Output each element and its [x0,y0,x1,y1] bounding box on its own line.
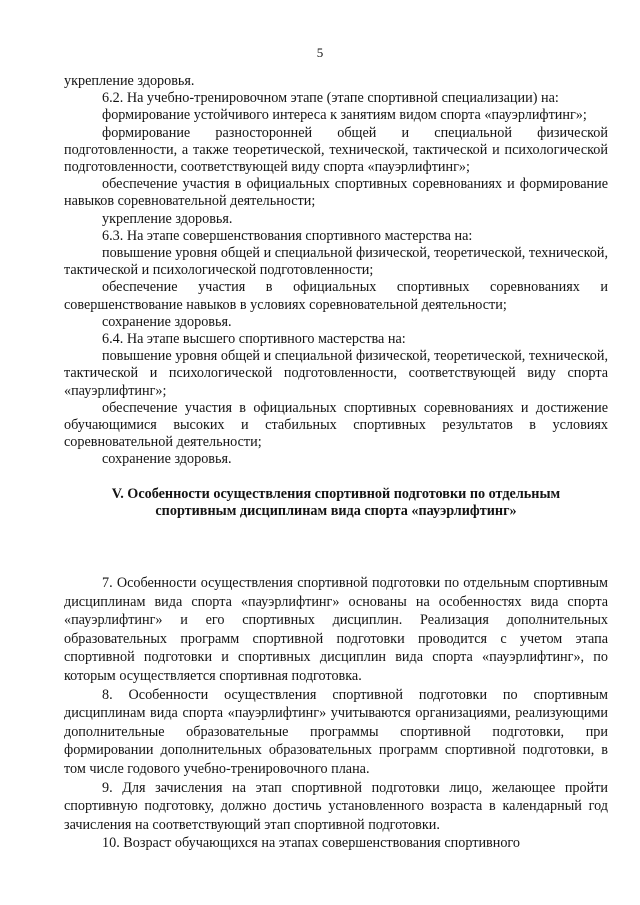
paragraph: 8. Особенности осуществления спортивной подготовки по спортивным дисциплинам вида спорта «пауэрлифтинг» учитываются организациями, реализующими дополнительные образовательные программы спортивной подготовки, при формировании дополнительных образовательных программ спортивной подготовки, в том числе годового учебно-тренировочного плана. [64,686,608,777]
paragraph: обеспечение участия в официальных спортивных соревнованиях и совершенствование навыков в условиях соревновательной деятельности; [64,279,608,313]
paragraph: повышение уровня общей и специальной физической, теоретической, технической, тактической и психологической подготовленности; [64,245,608,279]
paragraph: укрепление здоровья. [64,73,195,89]
section-title-line-1: V. Особенности осуществления спортивной подготовки по отдельным [111,485,561,502]
paragraph: 6.3. На этапе совершенствования спортивного мастерства на: [102,227,473,244]
paragraph: формирование устойчивого интереса к занятиям видом спорта «пауэрлифтинг»; [102,107,587,124]
paragraph: формирование разносторонней общей и специальной физической подготовленности, а также теоретической, технической, тактической и психологической подготовленности, соответствующей виду спорта «пауэрлифтинг»; [64,124,608,176]
section-title-line-2: спортивным дисциплинам вида спорта «пауэрлифтинг» [155,503,517,520]
paragraph: обеспечение участия в официальных спортивных соревнованиях и достижение обучающимися высоких и стабильных спортивных результатов в условиях соревновательной деятельности; [64,399,608,451]
paragraph: повышение уровня общей и специальной физической, теоретической, технической, тактической и психологической подготовленности, соответствующей виду спорта «пауэрлифтинг»; [64,348,608,399]
paragraph: сохранение здоровья. [102,451,232,468]
paragraph: 10. Возраст обучающихся на этапах совершенствования спортивного [102,835,520,852]
paragraph: 9. Для зачисления на этап спортивной подготовки лицо, желающее пройти спортивную подготовку, должно достичь установленного возраста в календарный год зачисления на соответствующий этап спортивной подготовки. [64,779,608,833]
page-number: 5 [316,45,324,60]
paragraph: обеспечение участия в официальных спортивных соревнованиях и формирование навыков соревновательной деятельности; [64,176,608,210]
lower-text-block [64,574,608,853]
upper-text-block [64,73,608,521]
paragraph: сохранение здоровья. [102,313,232,330]
paragraph: 6.2. На учебно-тренировочном этапе (этапе спортивной специализации) на: [102,90,559,107]
paragraph: укрепление здоровья. [102,210,233,227]
paragraph: 6.4. На этапе высшего спортивного мастерства на: [102,331,406,348]
paragraph: 7. Особенности осуществления спортивной подготовки по отдельным спортивным дисциплинам вида спорта «пауэрлифтинг» основаны на особенностях вида спорта «пауэрлифтинг» и его спортивных дисциплин. Реализация дополнительных образовательных программ спортивной подготовки проводится с учетом этапа спортивной подготовки и спортивных дисциплин вида спорта «пауэрлифтинг», по которым осуществляется спортивная подготовка. [64,575,608,684]
